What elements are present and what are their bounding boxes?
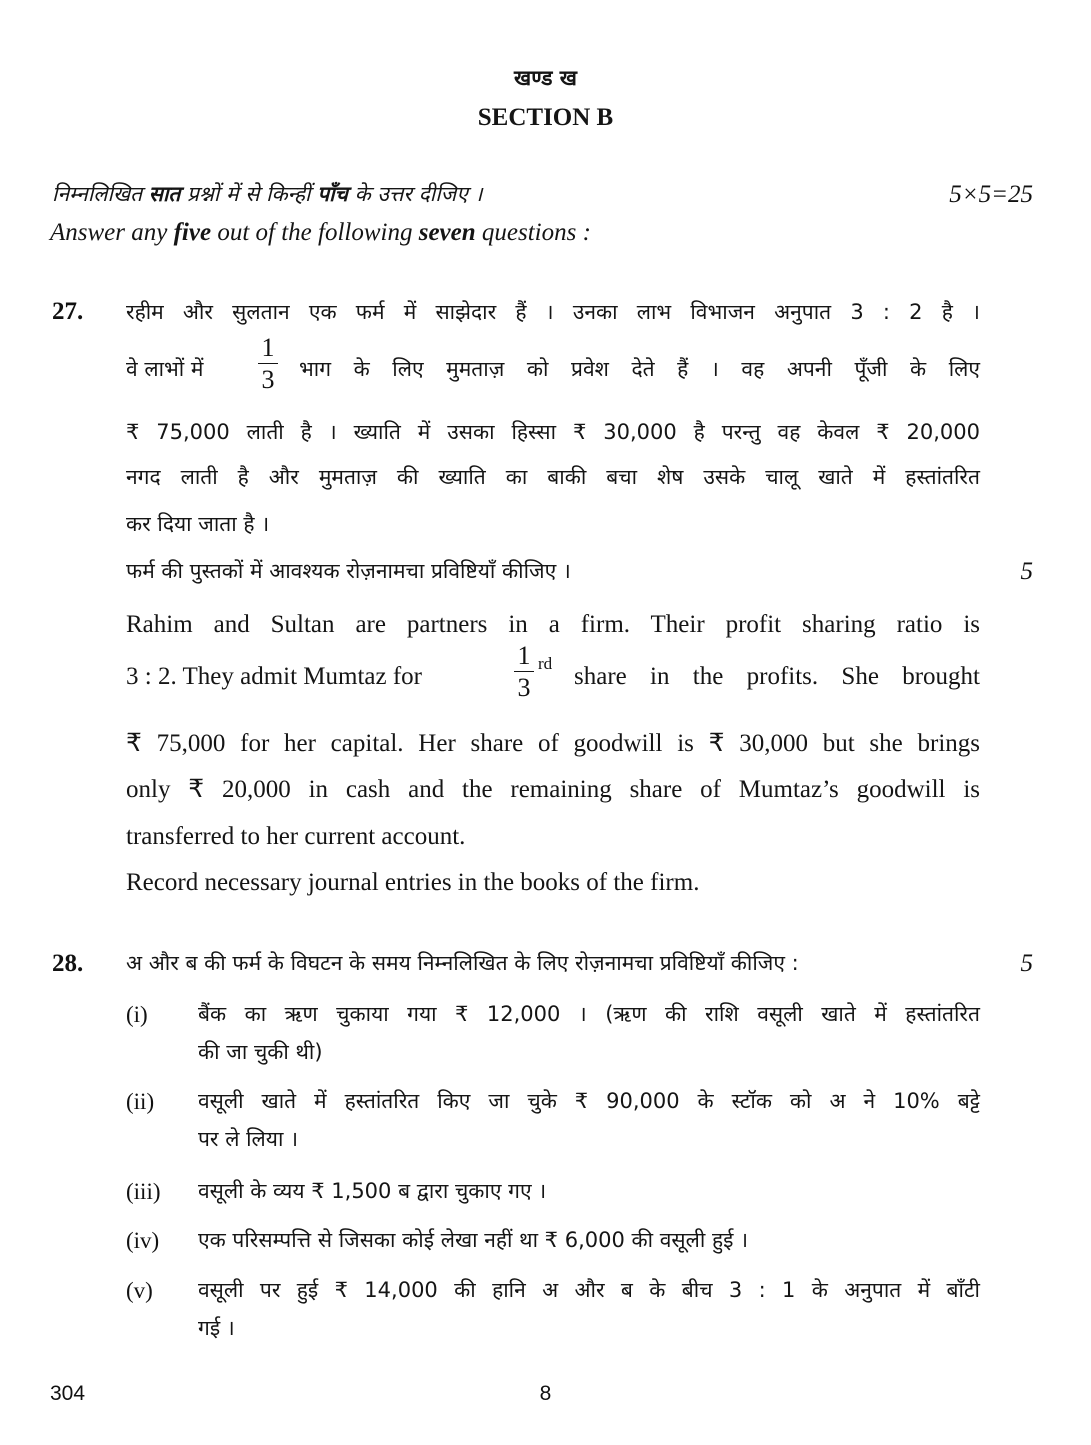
fraction-numerator: 1 — [517, 641, 531, 670]
q28-item-line: एक परिसम्पत्ति से जिसका कोई लेखा नहीं था ₹ 6,000 की वसूली हुई । — [198, 1228, 749, 1252]
item-label: (i) — [126, 1002, 148, 1027]
section-title-hindi: खण्ड ख — [514, 66, 577, 90]
fraction-numerator: 1 — [261, 333, 275, 362]
q28-intro: अ और ब की फर्म के विघटन के समय निम्नलिखित के लिए रोज़नामचा प्रविष्टियाँ कीजिए : — [126, 951, 799, 975]
q27-hindi-line: फर्म की पुस्तकों में आवश्यक रोज़नामचा प्रविष्टियाँ कीजिए । — [126, 559, 571, 583]
q27-hindi-line: रहीम और सुलतान एक फर्म में साझेदार हैं । उनका लाभ विभाजन अनुपात 3 : 2 है । — [126, 300, 980, 324]
q27-english-line: 3 : 2. They admit Mumtaz for — [126, 663, 423, 690]
paper-code: 304 — [50, 1382, 86, 1405]
instruction-english-part: out of the following — [211, 219, 419, 246]
q28-item-line: गई । — [198, 1316, 235, 1340]
item-label: (v) — [126, 1278, 153, 1303]
q27-english-line: ₹ 75,000 for her capital. Her share of goodwill is ₹ 30,000 but she brings — [126, 730, 980, 757]
instruction-hindi-part: निम्नलिखित — [52, 182, 149, 206]
fraction-one-third — [258, 334, 278, 394]
ordinal-suffix: rd — [538, 654, 553, 673]
q27-hindi-line: भाग के लिए मुमताज़ को प्रवेश देते हैं । वह अपनी पूँजी के लिए — [299, 357, 980, 381]
fraction-bar — [514, 671, 534, 672]
question-marks: 5 — [1020, 950, 1033, 977]
item-label: (ii) — [126, 1089, 155, 1114]
q28-item-line: बैंक का ऋण चुकाया गया ₹ 12,000 । (ऋण की राशि वसूली खाते में हस्तांतरित — [198, 1002, 980, 1026]
q27-hindi-line: कर दिया जाता है । — [126, 512, 270, 536]
fraction-one-third — [514, 642, 534, 702]
q28-item-line: वसूली के व्यय ₹ 1,500 ब द्वारा चुकाए गए । — [198, 1179, 547, 1203]
item-label: (iv) — [126, 1228, 160, 1253]
q28-item-line: पर ले लिया । — [198, 1127, 299, 1151]
item-label: (iii) — [126, 1179, 161, 1204]
question-marks: 5 — [1020, 558, 1033, 585]
fraction-denominator: 3 — [261, 365, 275, 394]
page-number: 8 — [539, 1382, 552, 1405]
fraction-bar — [258, 363, 278, 364]
instruction-hindi-bold: सात — [148, 182, 181, 206]
section-marks: 5×5=25 — [949, 181, 1033, 208]
q27-hindi-line: ₹ 75,000 लाती है । ख्याति में उसका हिस्सा ₹ 30,000 है परन्तु वह केवल ₹ 20,000 — [126, 420, 980, 444]
question-number: 28. — [52, 950, 84, 977]
instruction-hindi-bold: पाँच — [317, 182, 348, 206]
q27-english-line: Rahim and Sultan are partners in a firm. Their profit sharing ratio is — [126, 611, 980, 638]
q28-item-line: की जा चुकी थी) — [198, 1040, 323, 1064]
instruction-english — [50, 219, 591, 247]
q27-hindi-line: नगद लाती है और मुमताज़ की ख्याति का बाकी बचा शेष उसके चालू खाते में हस्तांतरित — [126, 465, 980, 489]
q27-english-line: Record necessary journal entries in the books of the firm. — [126, 869, 700, 896]
instruction-hindi — [52, 180, 483, 208]
instruction-english-bold: seven — [418, 219, 476, 246]
fraction-denominator: 3 — [517, 673, 531, 702]
instruction-hindi-part: के उत्तर दीजिए । — [347, 182, 483, 206]
instruction-hindi-part: प्रश्नों में से किन्हीं — [180, 182, 318, 206]
instruction-english-part: questions : — [475, 219, 591, 246]
q28-item-line: वसूली पर हुई ₹ 14,000 की हानि अ और ब के बीच 3 : 1 के अनुपात में बाँटी — [198, 1278, 980, 1302]
question-number: 27. — [52, 298, 84, 325]
instruction-english-bold: five — [173, 219, 212, 246]
section-title-english: SECTION B — [477, 104, 614, 131]
q27-english-line: transferred to her current account. — [126, 823, 466, 850]
q27-english-line: only ₹ 20,000 in cash and the remaining share of Mumtaz’s goodwill is — [126, 776, 980, 803]
q28-item-line: वसूली खाते में हस्तांतरित किए जा चुके ₹ 90,000 के स्टॉक को अ ने 10% बट्टे — [198, 1089, 980, 1113]
q27-english-line: share in the profits. She brought — [574, 663, 980, 690]
q27-hindi-line: वे लाभों में — [126, 357, 204, 381]
instruction-english-part: Answer any — [50, 219, 174, 246]
